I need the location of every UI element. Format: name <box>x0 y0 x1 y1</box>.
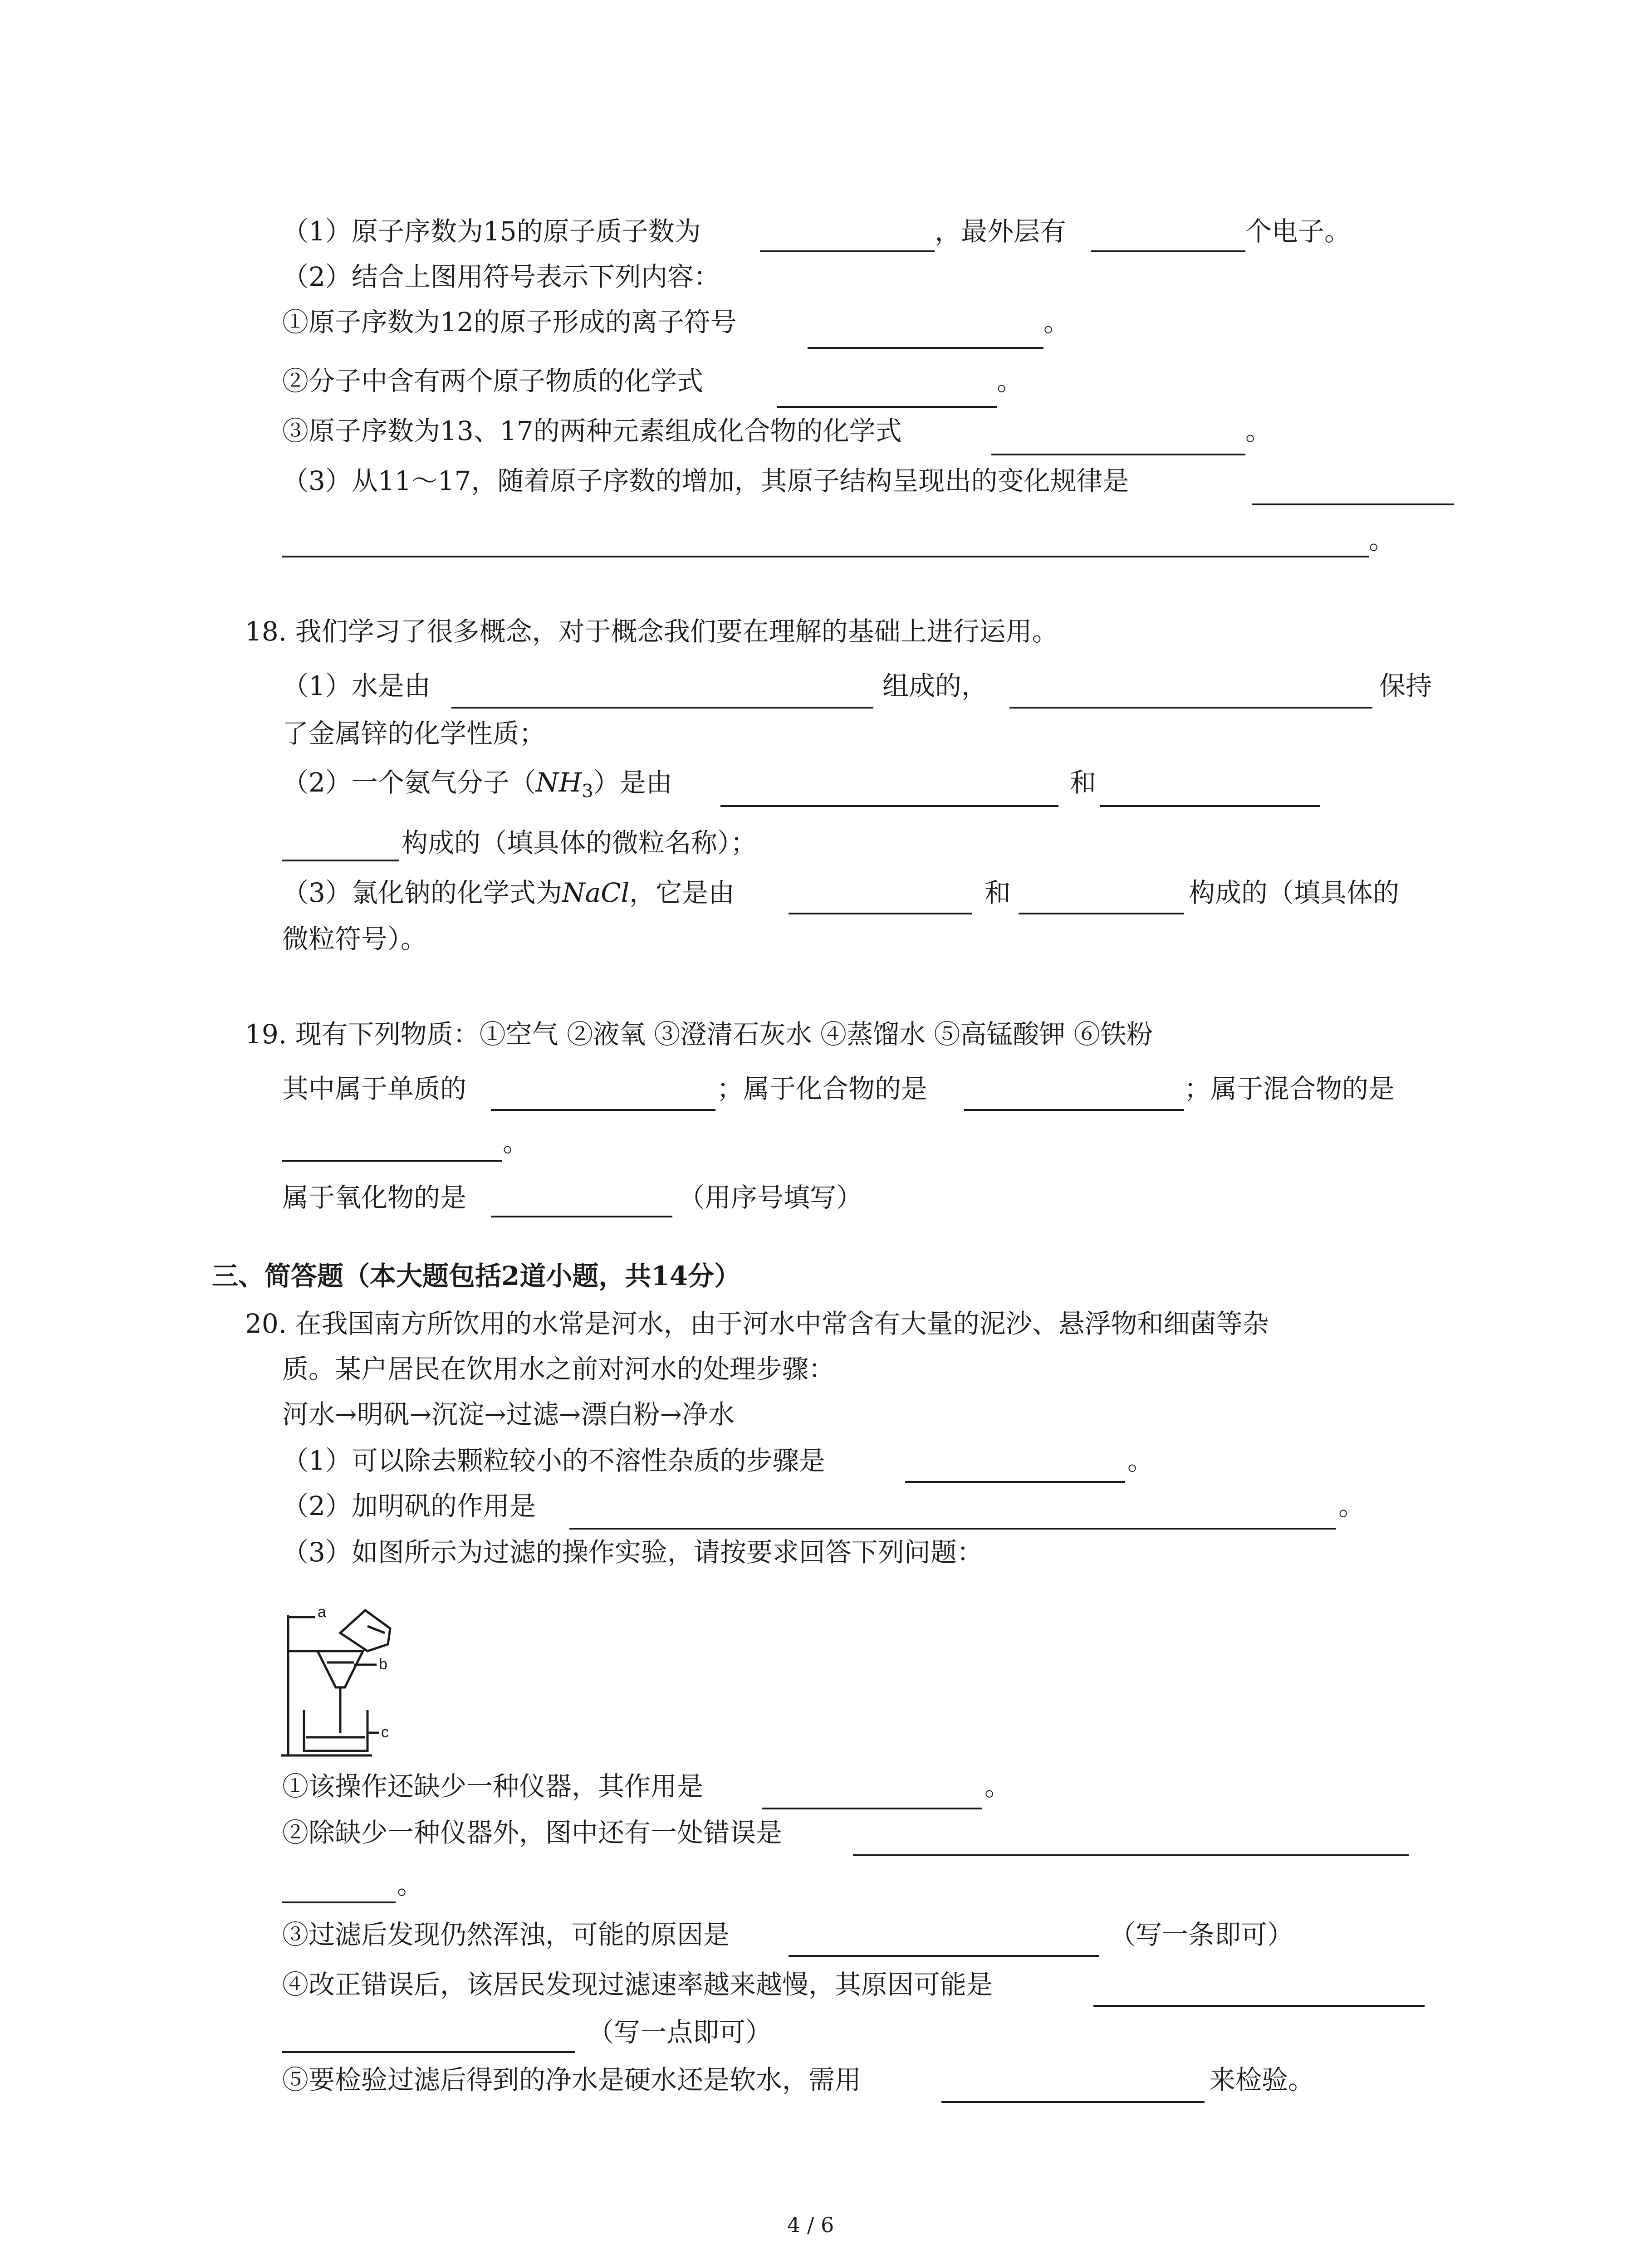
q20-stem-line2: 质。某户居民在饮用水之前对河水的处理步骤： <box>282 1354 835 1384</box>
q17-part3-end: 。 <box>1369 524 1396 555</box>
q18-part1-blank-b[interactable] <box>1009 707 1372 709</box>
q20-process-steps: 河水→明矾→沉淀→过滤→漂白粉→净水 <box>282 1399 735 1430</box>
q18-part2-blank-c[interactable] <box>282 860 399 861</box>
q20-sub5-blank[interactable] <box>941 2101 1205 2103</box>
q17-item2-end: 。 <box>997 366 1024 396</box>
figure-label-a: a <box>318 1603 326 1621</box>
q17-item1-end: 。 <box>1043 307 1070 337</box>
q17-part1-text: （1）原子序数为15的原子质子数为 <box>282 216 701 247</box>
page-number: 4 / 6 <box>787 2213 834 2237</box>
q20-sub3-text: ③过滤后发现仍然浑浊，可能的原因是 <box>282 1919 730 1950</box>
q18-part2-blank-a[interactable] <box>720 805 1058 807</box>
q18-part3-text-c: 和 <box>985 877 1011 908</box>
q20-sub5-end: 来检验。 <box>1209 2064 1315 2095</box>
q18-formula-nh: NH <box>535 767 582 798</box>
q18-part2-text <box>282 764 672 810</box>
q20-part3-text: （3）如图所示为过滤的操作实验，请按要求回答下列问题： <box>282 1537 983 1568</box>
q18-part3-text-a: （3）氯化钠的化学式为 <box>282 877 562 908</box>
figure-label-b: b <box>379 1656 387 1673</box>
figure-label-c: c <box>381 1724 389 1741</box>
q18-part1-text-d: 了金属锌的化学性质； <box>282 718 546 749</box>
q17-part1-blank-electrons[interactable] <box>1091 250 1245 252</box>
q20-sub2-end: 。 <box>397 1869 424 1900</box>
q20-sub4-end: （写一点即可） <box>588 2017 772 2048</box>
q20-sub5-text: ⑤要检验过滤后得到的净水是硬水还是软水，需用 <box>282 2064 862 2095</box>
q19-blank-element[interactable] <box>491 1109 715 1111</box>
q19-line1-text-a: 其中属于单质的 <box>282 1073 467 1104</box>
q19-line1-text-c: ；属于混合物的是 <box>1184 1073 1395 1104</box>
q18-part3-text <box>282 875 735 911</box>
q20-part1-end: 。 <box>1127 1445 1154 1476</box>
q18-part3-text-b: ，它是由 <box>629 877 735 908</box>
q18-part1-blank-a[interactable] <box>451 707 873 709</box>
q19-blank-mixture[interactable] <box>282 1160 502 1162</box>
q19-line3-text-a: 属于氧化物的是 <box>282 1182 467 1213</box>
q20-sub1-blank[interactable] <box>762 1808 982 1809</box>
q20-part2-blank[interactable] <box>569 1528 1336 1530</box>
q17-part1-text-b: ，最外层有 <box>935 216 1067 247</box>
pouring-beaker <box>340 1610 390 1651</box>
q19-line3-text-b: （用序号填写） <box>678 1182 863 1213</box>
q20-part2-end: 。 <box>1338 1491 1365 1521</box>
q18-part3-text-e: 微粒符号）。 <box>282 924 427 954</box>
q17-item2-text: ②分子中含有两个原子物质的化学式 <box>282 366 704 396</box>
receiving-beaker <box>304 1710 367 1751</box>
q17-item2-blank[interactable] <box>777 406 997 408</box>
filtration-apparatus-figure <box>272 1601 463 1765</box>
q18-part3-text-d: 构成的（填具体的 <box>1189 877 1400 908</box>
q20-sub2-blank-a[interactable] <box>853 1854 1409 1856</box>
q20-sub4-text: ④改正错误后，该居民发现过滤速率越来越慢，其原因可能是 <box>282 1969 993 2000</box>
q20-sub4-blank-b[interactable] <box>282 2051 575 2053</box>
q18-stem: 18. 我们学习了很多概念，对于概念我们要在理解的基础上进行运用。 <box>245 616 1058 647</box>
q17-item3-text: ③原子序数为13、17的两种元素组成化合物的化学式 <box>282 415 902 446</box>
q18-part1-text: （1）水是由 <box>282 670 431 701</box>
q20-sub2-blank-b[interactable] <box>282 1901 396 1903</box>
q17-part1-blank-protons[interactable] <box>760 250 935 252</box>
q17-part3-blank-b[interactable] <box>282 556 1369 557</box>
q18-part2-text-c: 和 <box>1070 767 1097 798</box>
q19-blank-oxide[interactable] <box>491 1216 672 1217</box>
q18-part1-text-c: 保持 <box>1379 670 1432 701</box>
q19-line2-end: 。 <box>503 1127 529 1158</box>
q17-part1-text-c: 个电子。 <box>1245 216 1351 247</box>
q17-part2-text: （2）结合上图用符号表示下列内容： <box>282 261 720 292</box>
q17-part3-text: （3）从11～17，随着原子序数的增加，其原子结构呈现出的变化规律是 <box>282 465 1129 496</box>
q17-item3-end: 。 <box>1245 415 1272 446</box>
q18-formula-nacl: NaCl <box>562 877 630 908</box>
q19-line1-text-b: ；属于化合物的是 <box>717 1073 928 1104</box>
q17-item1-blank[interactable] <box>808 347 1043 349</box>
q17-part3-blank-a[interactable] <box>1252 503 1454 505</box>
q20-stem-line1: 20. 在我国南方所饮用的水常是河水，由于河水中常含有大量的泥沙、悬浮物和细菌等杂 <box>245 1308 1269 1339</box>
q20-part1-blank[interactable] <box>905 1481 1125 1483</box>
q18-formula-sub: 3 <box>582 781 593 802</box>
q20-sub1-end: 。 <box>985 1771 1011 1802</box>
q18-part2-text-a: （2）一个氨气分子（ <box>282 767 536 798</box>
q17-item1-text: ①原子序数为12的原子形成的离子符号 <box>282 307 737 337</box>
funnel <box>318 1651 363 1687</box>
q17-item3-blank[interactable] <box>991 454 1245 455</box>
q20-part1-text: （1）可以除去颗粒较小的不溶性杂质的步骤是 <box>282 1445 825 1476</box>
q20-sub4-blank-a[interactable] <box>1093 2005 1425 2007</box>
q18-part2-text-b: ）是由 <box>593 767 672 798</box>
q20-sub1-text: ①该操作还缺少一种仪器，其作用是 <box>282 1771 704 1802</box>
q18-part3-blank-a[interactable] <box>789 913 972 914</box>
q20-sub3-end: （写一条即可） <box>1109 1919 1294 1950</box>
q18-part3-blank-b[interactable] <box>1019 913 1184 914</box>
section3-title: 三、简答题（本大题包括2道小题，共14分） <box>212 1261 741 1291</box>
q20-sub2-text: ②除缺少一种仪器外，图中还有一处错误是 <box>282 1817 783 1848</box>
q18-part2-text-d: 构成的（填具体的微粒名称）； <box>402 827 757 858</box>
q20-sub3-blank[interactable] <box>789 1955 1099 1957</box>
q19-stem: 19. 现有下列物质：①空气 ②液氧 ③澄清石灰水 ④蒸馏水 ⑤高锰酸钾 ⑥铁粉 <box>245 1019 1153 1050</box>
q18-part1-text-b: 组成的， <box>882 670 988 701</box>
q20-part2-text: （2）加明矾的作用是 <box>282 1491 536 1521</box>
q19-blank-compound[interactable] <box>964 1109 1184 1111</box>
q18-part2-blank-b[interactable] <box>1100 805 1320 807</box>
